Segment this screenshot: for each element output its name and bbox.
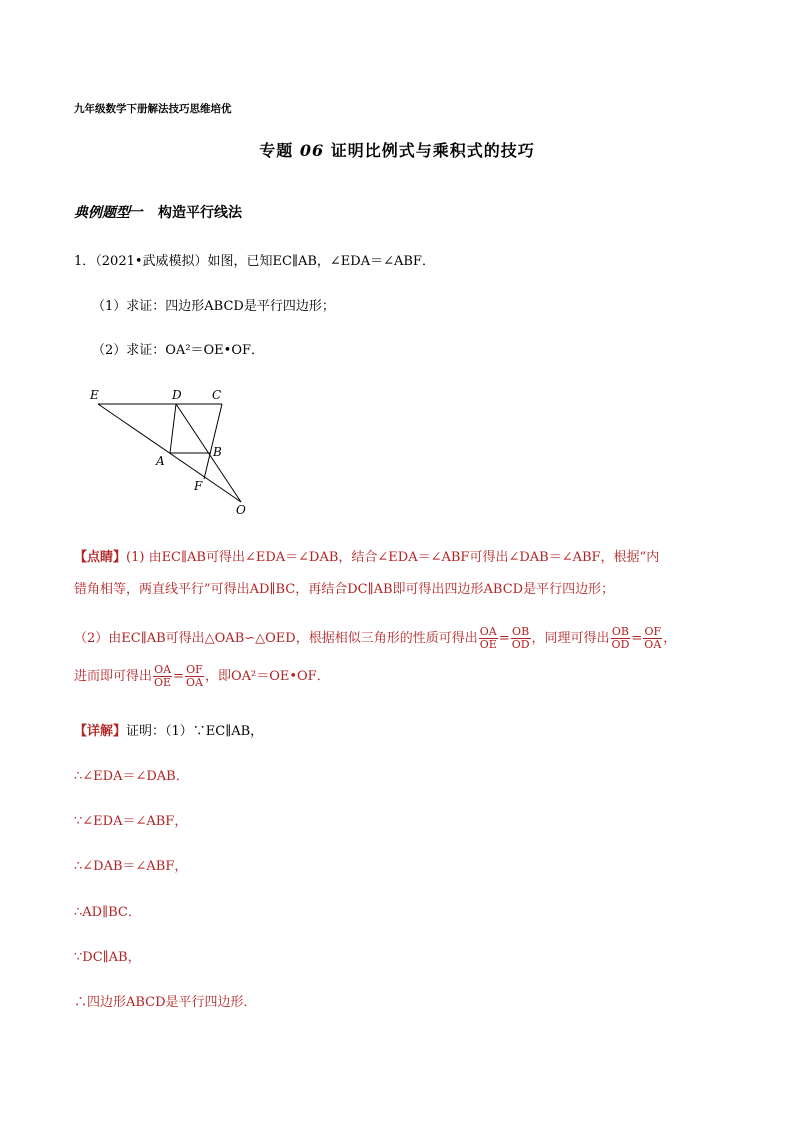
label-c: C	[212, 388, 222, 402]
page-title	[0, 138, 794, 161]
hint-tag: 【点睛】	[74, 550, 127, 565]
hint-text-3a: （2）由EC∥AB可得出△OAB∽△OED，根据相似三角形的性质可得出	[74, 630, 478, 646]
title-text: 证明比例式与乘积式的技巧	[330, 141, 535, 160]
fraction-oa-oe-2: $\frac{OA}{OE}$	[154, 663, 172, 689]
fraction-ob-od: $\frac{OB}{OD}$	[511, 625, 530, 651]
label-b: B	[213, 445, 222, 459]
question-2: （2）求证：OA²＝OE•OF．	[92, 343, 265, 358]
label-f: F	[194, 479, 203, 493]
hint-line-4	[74, 664, 330, 689]
hint-line-2: 错角相等，两直线平行”可得出AD∥BC，再结合DC∥AB即可得出四边形ABCD是平行四边形；	[74, 582, 615, 597]
label-a: A	[156, 454, 165, 468]
section-heading	[74, 202, 242, 222]
segment-da	[170, 404, 176, 453]
hint-text-4b: ，即OA²＝OE•OF．	[204, 668, 330, 684]
section-number: 一	[130, 205, 144, 221]
equals-sign: =	[498, 630, 510, 646]
problem-statement: 1．（2021•武威模拟）如图，已知EC∥AB，∠EDA＝∠ABF．	[74, 254, 435, 269]
fraction-ob-od-2: $\frac{OB}{OD}$	[611, 625, 630, 651]
title-prefix: 专题	[259, 141, 294, 160]
hint-line-1	[74, 548, 659, 568]
document-header: 九年级数学下册解法技巧思维培优	[74, 103, 232, 115]
equals-sign: =	[173, 668, 184, 684]
detail-line-4: ∴∠DAB＝∠ABF，	[74, 859, 188, 874]
equals-sign: =	[631, 630, 643, 646]
fraction-oa-oe: $\frac{OA}{OE}$	[479, 625, 497, 651]
detail-line-2: ∴∠EDA＝∠DAB．	[74, 769, 189, 784]
hint-text-3b: ，同理可得出	[531, 630, 610, 646]
detail-text-1: 证明：（1）∵EC∥AB，	[126, 724, 264, 739]
question-1: （1）求证：四边形ABCD是平行四边形；	[92, 299, 335, 314]
detail-line-7: ∴四边形ABCD是平行四边形．	[74, 995, 257, 1010]
detail-tag: 【详解】	[74, 724, 127, 739]
hint-text-1: (1) 由EC∥AB可得出∠EDA＝∠DAB，结合∠EDA＝∠ABF可得出∠DAB＝∠ABF，根据“内	[126, 550, 660, 565]
hint-text-4a: 进而即可得出	[74, 668, 153, 684]
detail-line-3: ∵∠EDA＝∠ABF，	[74, 814, 188, 829]
detail-line-6: ∵DC∥AB，	[74, 950, 141, 965]
label-o: O	[236, 503, 246, 517]
label-e: E	[90, 388, 99, 402]
title-number: 06	[299, 141, 325, 160]
fraction-of-oa-2: $\frac{OF}{OA}$	[185, 663, 203, 689]
fraction-of-oa: $\frac{OF}{OA}$	[644, 625, 662, 651]
hint-text-3c: ，	[663, 630, 677, 646]
label-d: D	[172, 388, 182, 402]
detail-line-5: ∴AD∥BC．	[74, 905, 141, 920]
geometry-figure	[84, 382, 264, 522]
segment-cf	[204, 404, 222, 479]
hint-line-3	[74, 626, 676, 651]
detail-line-1	[74, 722, 263, 742]
section-name: 构造平行线法	[158, 205, 242, 221]
section-tag: 典例题型	[74, 205, 130, 221]
